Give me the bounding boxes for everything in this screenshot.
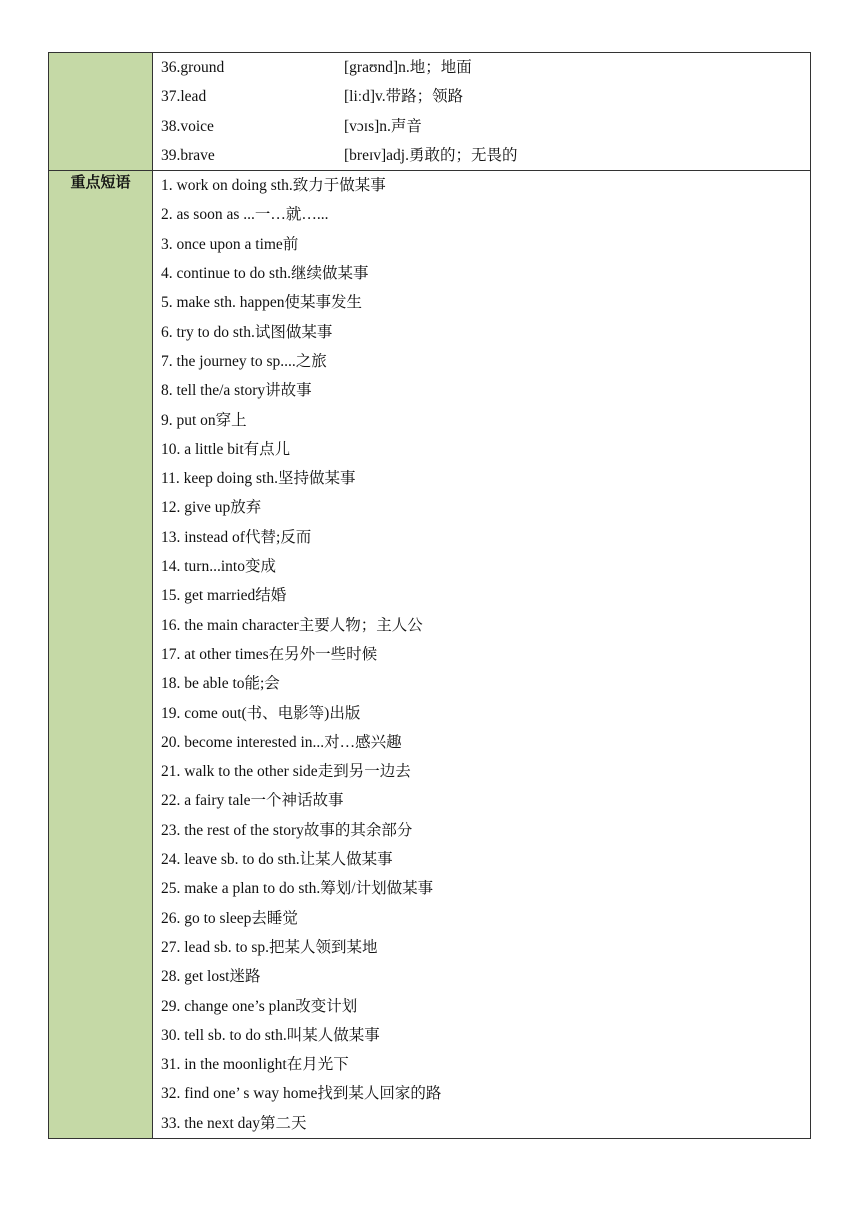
vocab-definition: [vɔɪs]n.声音 xyxy=(344,117,422,135)
phrase-item: 13. instead of代替;反而 xyxy=(161,528,312,546)
phrase-item: 21. walk to the other side走到另一边去 xyxy=(161,763,411,781)
phrase-item: 17. at other times在另外一些时候 xyxy=(161,645,378,663)
phrase-item: 3. once upon a time前 xyxy=(161,235,299,253)
notes-table xyxy=(48,52,811,1139)
vocab-word: 36.ground xyxy=(161,59,225,76)
phrase-item: 24. leave sb. to do sth.让某人做某事 xyxy=(161,851,393,869)
vocab-word: 37.lead xyxy=(161,88,207,106)
phrase-item: 2. as soon as ...一…就…... xyxy=(161,206,329,224)
phrase-item: 4. continue to do sth.继续做某事 xyxy=(161,265,369,283)
phrases-label: 重点短语 xyxy=(49,171,153,1139)
vocabulary-section xyxy=(49,53,811,171)
phrase-item: 33. the next day第二天 xyxy=(161,1114,307,1132)
phrase-item: 29. change one’s plan改变计划 xyxy=(161,997,358,1015)
phrase-item: 23. the rest of the story故事的其余部分 xyxy=(161,821,413,839)
vocabulary-list xyxy=(153,53,811,171)
phrase-item: 16. the main character主要人物；主人公 xyxy=(161,616,423,634)
phrase-list xyxy=(153,171,811,1139)
phrase-item: 25. make a plan to do sth.筹划/计划做某事 xyxy=(161,880,434,898)
phrase-item: 11. keep doing sth.坚持做某事 xyxy=(161,470,356,488)
phrase-item: 22. a fairy tale一个神话故事 xyxy=(161,792,344,810)
phrase-item: 19. come out(书、电影等)出版 xyxy=(161,704,361,722)
vocab-word: 39.brave xyxy=(161,146,215,164)
phrase-item: 9. put on穿上 xyxy=(161,411,247,429)
vocabulary-label xyxy=(49,53,153,171)
vocab-definition: [liːd]v.带路；领路 xyxy=(344,88,464,106)
phrase-item: 31. in the moonlight在月光下 xyxy=(161,1056,349,1074)
phrase-item: 1. work on doing sth.致力于做某事 xyxy=(161,177,386,195)
phrase-item: 14. turn...into变成 xyxy=(161,558,276,576)
vocab-item xyxy=(153,112,810,141)
vocab-item xyxy=(153,82,810,111)
vocab-item xyxy=(153,141,810,170)
phrase-item: 5. make sth. happen使某事发生 xyxy=(161,294,363,312)
vocab-item xyxy=(153,53,810,82)
vocab-word: 38.voice xyxy=(161,117,214,135)
phrase-item: 8. tell the/a story讲故事 xyxy=(161,382,312,400)
phrase-item: 10. a little bit有点儿 xyxy=(161,440,291,458)
phrase-item: 6. try to do sth.试图做某事 xyxy=(161,323,333,341)
phrase-item: 7. the journey to sp....之旅 xyxy=(161,352,327,370)
phrase-item: 32. find one’ s way home找到某人回家的路 xyxy=(161,1085,442,1103)
phrase-item: 26. go to sleep去睡觉 xyxy=(161,909,298,927)
phrase-item: 28. get lost迷路 xyxy=(161,968,261,986)
phrase-item: 18. be able to能;会 xyxy=(161,675,280,693)
phrase-item: 15. get married结婚 xyxy=(161,587,287,605)
phrase-item: 30. tell sb. to do sth.叫某人做某事 xyxy=(161,1026,380,1044)
phrase-item: 27. lead sb. to sp.把某人领到某地 xyxy=(161,938,378,956)
phrase-item: 20. become interested in...对…感兴趣 xyxy=(161,733,402,751)
phrases-section xyxy=(49,171,811,1139)
vocab-definition: [graʊnd]n.地；地面 xyxy=(344,59,472,76)
vocab-definition: [breɪv]adj.勇敢的；无畏的 xyxy=(344,146,518,164)
phrase-item: 12. give up放弃 xyxy=(161,499,262,517)
